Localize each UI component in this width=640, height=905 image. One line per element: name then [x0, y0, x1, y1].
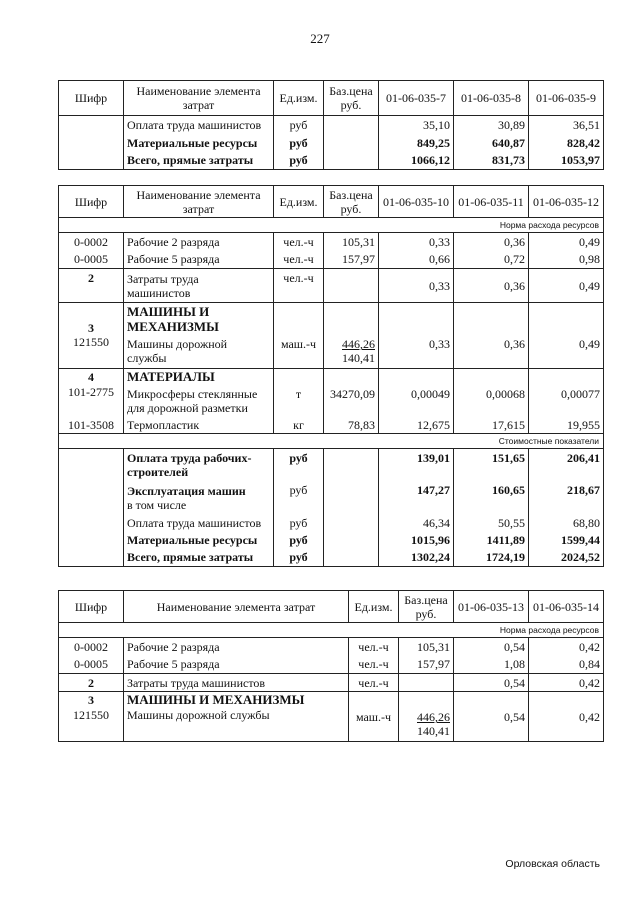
row-price: 78,83 — [324, 417, 379, 434]
table-row — [59, 417, 604, 434]
row-code: 0-0005 — [59, 251, 124, 269]
row-value: 218,67 — [529, 481, 604, 515]
row-value: 0,33 — [379, 269, 454, 303]
row-name: Рабочие 5 разряда — [124, 251, 274, 269]
row-value: 160,65 — [454, 481, 529, 515]
row-name: Оплата труда рабочих- строителей — [124, 449, 274, 481]
row-unit: руб — [274, 449, 324, 481]
row-price: 105,31 — [324, 233, 379, 251]
section-label-row — [59, 434, 604, 449]
section-code: 3 — [59, 692, 124, 708]
row-value: 0,33 — [379, 335, 454, 369]
cost-table-2 — [58, 185, 604, 567]
row-unit: руб — [274, 481, 324, 515]
row-unit: кг — [274, 417, 324, 434]
row-value: 0,36 — [454, 335, 529, 369]
section-title: МАТЕРИАЛЫ — [124, 369, 274, 385]
row-value: 0,00049 — [379, 385, 454, 417]
row-value: 35,10 — [379, 116, 454, 134]
header-col-2: 01-06-035-8 — [454, 81, 529, 116]
section-code: 4 — [59, 369, 124, 385]
row-code: 101-2775 — [59, 385, 124, 417]
section-row — [59, 369, 604, 385]
norm-label: Норма расхода ресурсов — [59, 623, 604, 638]
table-row — [59, 708, 604, 742]
header-unit: Ед.изм. — [349, 591, 399, 623]
row-name: Всего, прямые затраты — [124, 549, 274, 567]
section-title: МАШИНЫ И МЕХАНИЗМЫ — [124, 303, 274, 335]
row-code: 2 — [59, 269, 124, 303]
table-row — [59, 116, 604, 134]
row-name: Термопластик — [124, 417, 274, 434]
row-unit: т — [274, 385, 324, 417]
row-value: 147,27 — [379, 481, 454, 515]
header-name: Наименование элемента затрат — [124, 186, 274, 218]
row-name: Эксплуатация машин в том числе — [124, 481, 274, 515]
row-value: 1015,96 — [379, 532, 454, 549]
header-unit: Ед.изм. — [274, 81, 324, 116]
row-unit: руб — [274, 549, 324, 567]
row-name: Материальные ресурсы — [124, 134, 274, 152]
row-value: 0,49 — [529, 335, 604, 369]
row-code: 0-0002 — [59, 638, 124, 656]
row-code: 101-3508 — [59, 417, 124, 434]
header-col-1: 01-06-035-10 — [379, 186, 454, 218]
header-col-1: 01-06-035-13 — [454, 591, 529, 623]
row-value: 849,25 — [379, 134, 454, 152]
section-row — [59, 692, 604, 708]
page-number: 227 — [310, 31, 330, 46]
row-price: 446,26 140,41 — [399, 708, 454, 742]
row-unit: руб — [274, 116, 324, 134]
row-value: 50,55 — [454, 515, 529, 532]
table-row — [59, 233, 604, 251]
row-name: Рабочие 2 разряда — [124, 638, 349, 656]
row-name: Машины дорожной службы — [124, 335, 274, 369]
cost-label: Стоимостные показатели — [59, 434, 604, 449]
row-value: 1053,97 — [529, 152, 604, 170]
section-row — [59, 303, 604, 335]
row-value: 640,87 — [454, 134, 529, 152]
row-value: 828,42 — [529, 134, 604, 152]
header-col-3: 01-06-035-12 — [529, 186, 604, 218]
region-footer: Орловская область — [505, 858, 600, 870]
row-unit: чел.-ч — [349, 656, 399, 674]
header-col-3: 01-06-035-9 — [529, 81, 604, 116]
row-name: Затраты труда машинистов — [124, 269, 274, 303]
table-row — [59, 251, 604, 269]
table-row — [59, 515, 604, 532]
row-price: 446,26 140,41 — [324, 335, 379, 369]
row-unit: руб — [274, 532, 324, 549]
row-value: 36,51 — [529, 116, 604, 134]
header-name: Наименование элемента затрат — [124, 591, 349, 623]
row-value: 0,54 — [454, 708, 529, 742]
row-code: 121550 — [59, 708, 124, 742]
header-price: Баз.цена руб. — [399, 591, 454, 623]
table-row — [59, 134, 604, 152]
table-header-row — [59, 186, 604, 218]
section-label-row — [59, 623, 604, 638]
row-unit: чел.-ч — [274, 251, 324, 269]
row-value: 0,42 — [529, 638, 604, 656]
table-row — [59, 269, 604, 303]
table-row — [59, 532, 604, 549]
row-code: 0-0002 — [59, 233, 124, 251]
row-price: 157,97 — [324, 251, 379, 269]
row-value: 0,00077 — [529, 385, 604, 417]
table-row — [59, 638, 604, 656]
row-value: 0,36 — [454, 233, 529, 251]
row-value: 0,84 — [529, 656, 604, 674]
header-col-2: 01-06-035-14 — [529, 591, 604, 623]
table-row — [59, 656, 604, 674]
row-value: 68,80 — [529, 515, 604, 532]
table-header-row — [59, 591, 604, 623]
table-row — [59, 152, 604, 170]
section-code: 3 — [59, 303, 124, 335]
table-row — [59, 385, 604, 417]
row-unit: руб — [274, 134, 324, 152]
row-value: 46,34 — [379, 515, 454, 532]
header-code: Шифр — [59, 591, 124, 623]
row-name: Машины дорожной службы — [124, 708, 349, 742]
row-price: 34270,09 — [324, 385, 379, 417]
row-name: Оплата труда машинистов — [124, 116, 274, 134]
row-name: Материальные ресурсы — [124, 532, 274, 549]
header-price: Баз.цена руб. — [324, 81, 379, 116]
row-value: 0,42 — [529, 674, 604, 692]
cost-table-1 — [58, 80, 604, 170]
section-title: МАШИНЫ И МЕХАНИЗМЫ — [124, 692, 349, 708]
row-value: 831,73 — [454, 152, 529, 170]
row-value: 1411,89 — [454, 532, 529, 549]
table-row — [59, 449, 604, 481]
row-value: 0,54 — [454, 638, 529, 656]
row-unit: чел.-ч — [274, 233, 324, 251]
row-unit: маш.-ч — [274, 335, 324, 369]
row-price: 105,31 — [399, 638, 454, 656]
row-value: 0,36 — [454, 269, 529, 303]
header-price: Баз.цена руб. — [324, 186, 379, 218]
row-name: Рабочие 2 разряда — [124, 233, 274, 251]
row-value: 2024,52 — [529, 549, 604, 567]
row-value: 12,675 — [379, 417, 454, 434]
row-value: 1,08 — [454, 656, 529, 674]
table-row — [59, 335, 604, 369]
header-code: Шифр — [59, 186, 124, 218]
row-value: 0,49 — [529, 233, 604, 251]
row-value: 1066,12 — [379, 152, 454, 170]
row-value: 151,65 — [454, 449, 529, 481]
header-unit: Ед.изм. — [274, 186, 324, 218]
row-price: 157,97 — [399, 656, 454, 674]
row-value: 0,72 — [454, 251, 529, 269]
row-value: 19,955 — [529, 417, 604, 434]
header-col-2: 01-06-035-11 — [454, 186, 529, 218]
row-code: 0-0005 — [59, 656, 124, 674]
row-name: Затраты труда машинистов — [124, 674, 349, 692]
row-name: Всего, прямые затраты — [124, 152, 274, 170]
table-row — [59, 481, 604, 515]
cost-table-3 — [58, 590, 604, 742]
row-value: 17,615 — [454, 417, 529, 434]
row-value: 139,01 — [379, 449, 454, 481]
table-row — [59, 674, 604, 692]
row-value: 0,98 — [529, 251, 604, 269]
row-value: 1724,19 — [454, 549, 529, 567]
section-label-row — [59, 218, 604, 233]
table-row — [59, 549, 604, 567]
row-value: 0,33 — [379, 233, 454, 251]
header-col-1: 01-06-035-7 — [379, 81, 454, 116]
row-unit: руб — [274, 152, 324, 170]
row-code: 121550 — [59, 335, 124, 369]
row-unit: руб — [274, 515, 324, 532]
row-value: 1302,24 — [379, 549, 454, 567]
row-unit: чел.-ч — [349, 674, 399, 692]
row-name: Оплата труда машинистов — [124, 515, 274, 532]
norm-label: Норма расхода ресурсов — [59, 218, 604, 233]
row-name: Микросферы стеклянные для дорожной разметки — [124, 385, 274, 417]
row-code: 2 — [59, 674, 124, 692]
row-value: 0,42 — [529, 708, 604, 742]
row-value: 0,66 — [379, 251, 454, 269]
row-value: 30,89 — [454, 116, 529, 134]
row-value: 206,41 — [529, 449, 604, 481]
header-code: Шифр — [59, 81, 124, 116]
row-unit: маш.-ч — [349, 708, 399, 742]
table-header-row — [59, 81, 604, 116]
row-value: 0,00068 — [454, 385, 529, 417]
row-unit: чел.-ч — [274, 269, 324, 303]
row-value: 0,49 — [529, 269, 604, 303]
header-name: Наименование элемента затрат — [124, 81, 274, 116]
row-value: 0,54 — [454, 674, 529, 692]
row-value: 1599,44 — [529, 532, 604, 549]
row-unit: чел.-ч — [349, 638, 399, 656]
row-name: Рабочие 5 разряда — [124, 656, 349, 674]
